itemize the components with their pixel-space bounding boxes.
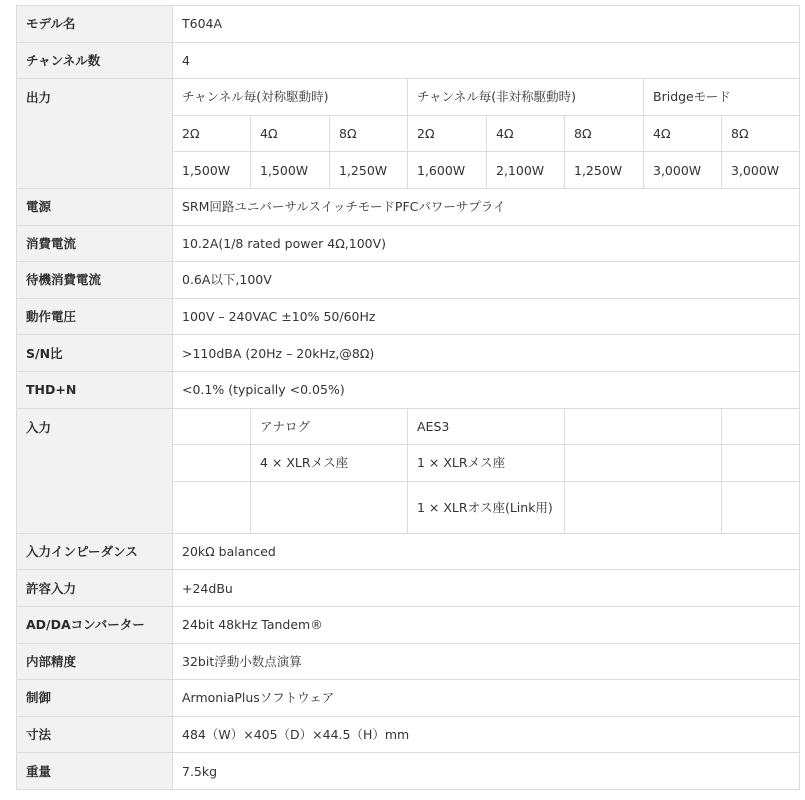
- input-analog-header: アナログ: [251, 408, 408, 445]
- output-impedance-cell: 4Ω: [487, 115, 565, 152]
- row-label: AD/DAコンバーター: [17, 606, 173, 643]
- row-label: 許容入力: [17, 570, 173, 607]
- spec-table: [16, 5, 800, 790]
- input-empty-cell: [251, 481, 408, 533]
- row-label: 入力: [17, 408, 173, 533]
- input-aes-header: AES3: [408, 408, 565, 445]
- input-aes-value: 1 × XLRメス座: [408, 445, 565, 482]
- row-label: 制御: [17, 680, 173, 717]
- row-value: >110dBA (20Hz – 20kHz,@8Ω): [173, 335, 800, 372]
- output-watt-cell: 3,000W: [722, 152, 800, 189]
- input-empty-cell: [722, 408, 800, 445]
- row-value: 100V – 240VAC ±10% 50/60Hz: [173, 298, 800, 335]
- input-empty-cell: [173, 481, 251, 533]
- output-watt-cell: 2,100W: [487, 152, 565, 189]
- row-thd: [17, 371, 800, 408]
- input-empty-cell: [722, 481, 800, 533]
- row-output-groups: [17, 79, 800, 116]
- row-precision: [17, 643, 800, 680]
- row-label: 内部精度: [17, 643, 173, 680]
- row-label: 消費電流: [17, 225, 173, 262]
- output-impedance-cell: 2Ω: [408, 115, 487, 152]
- row-label: THD+N: [17, 371, 173, 408]
- row-label: 出力: [17, 79, 173, 189]
- output-impedance-cell: 2Ω: [173, 115, 251, 152]
- output-watt-cell: 1,600W: [408, 152, 487, 189]
- row-consumption: [17, 225, 800, 262]
- input-empty-cell: [173, 408, 251, 445]
- output-watt-cell: 1,500W: [251, 152, 330, 189]
- output-watt-cell: 1,500W: [173, 152, 251, 189]
- output-impedance-cell: 4Ω: [644, 115, 722, 152]
- output-impedance-cell: 4Ω: [251, 115, 330, 152]
- input-empty-cell: [173, 445, 251, 482]
- row-impedance: [17, 533, 800, 570]
- input-aes-link-value: 1 × XLRオス座(Link用): [408, 481, 565, 533]
- row-input-header: [17, 408, 800, 445]
- row-label: 寸法: [17, 716, 173, 753]
- row-label: 待機消費電流: [17, 262, 173, 299]
- row-value: SRM回路ユニバーサルスイッチモードPFCパワーサプライ: [173, 188, 800, 225]
- row-value: 0.6A以下,100V: [173, 262, 800, 299]
- row-label: 動作電圧: [17, 298, 173, 335]
- row-label: チャンネル数: [17, 42, 173, 79]
- row-value: T604A: [173, 6, 800, 43]
- output-impedance-cell: 8Ω: [330, 115, 408, 152]
- input-empty-cell: [565, 445, 722, 482]
- row-power-supply: [17, 188, 800, 225]
- row-label: 電源: [17, 188, 173, 225]
- row-model: [17, 6, 800, 43]
- output-group-bridge: Bridgeモード: [644, 79, 800, 116]
- row-standby: [17, 262, 800, 299]
- row-sn: [17, 335, 800, 372]
- row-weight: [17, 753, 800, 790]
- row-label: S/N比: [17, 335, 173, 372]
- row-label: モデル名: [17, 6, 173, 43]
- row-value: <0.1% (typically <0.05%): [173, 371, 800, 408]
- input-empty-cell: [565, 481, 722, 533]
- row-value: 4: [173, 42, 800, 79]
- row-max-input: [17, 570, 800, 607]
- row-value: +24dBu: [173, 570, 800, 607]
- row-control: [17, 680, 800, 717]
- output-group-asymmetric: チャンネル毎(非対称駆動時): [408, 79, 644, 116]
- row-voltage: [17, 298, 800, 335]
- output-watt-cell: 1,250W: [330, 152, 408, 189]
- row-label: 入力インピーダンス: [17, 533, 173, 570]
- row-converter: [17, 606, 800, 643]
- row-label: 重量: [17, 753, 173, 790]
- input-empty-cell: [722, 445, 800, 482]
- row-value: 484（W）×405（D）×44.5（H）mm: [173, 716, 800, 753]
- output-watt-cell: 1,250W: [565, 152, 644, 189]
- row-value: 24bit 48kHz Tandem®: [173, 606, 800, 643]
- row-value: 32bit浮動小数点演算: [173, 643, 800, 680]
- output-impedance-cell: 8Ω: [565, 115, 644, 152]
- row-value: ArmoniaPlusソフトウェア: [173, 680, 800, 717]
- row-value: 10.2A(1/8 rated power 4Ω,100V): [173, 225, 800, 262]
- output-impedance-cell: 8Ω: [722, 115, 800, 152]
- input-empty-cell: [565, 408, 722, 445]
- output-watt-cell: 3,000W: [644, 152, 722, 189]
- row-value: 20kΩ balanced: [173, 533, 800, 570]
- output-group-symmetric: チャンネル毎(対称駆動時): [173, 79, 408, 116]
- row-dimensions: [17, 716, 800, 753]
- row-channels: [17, 42, 800, 79]
- input-analog-value: 4 × XLRメス座: [251, 445, 408, 482]
- row-value: 7.5kg: [173, 753, 800, 790]
